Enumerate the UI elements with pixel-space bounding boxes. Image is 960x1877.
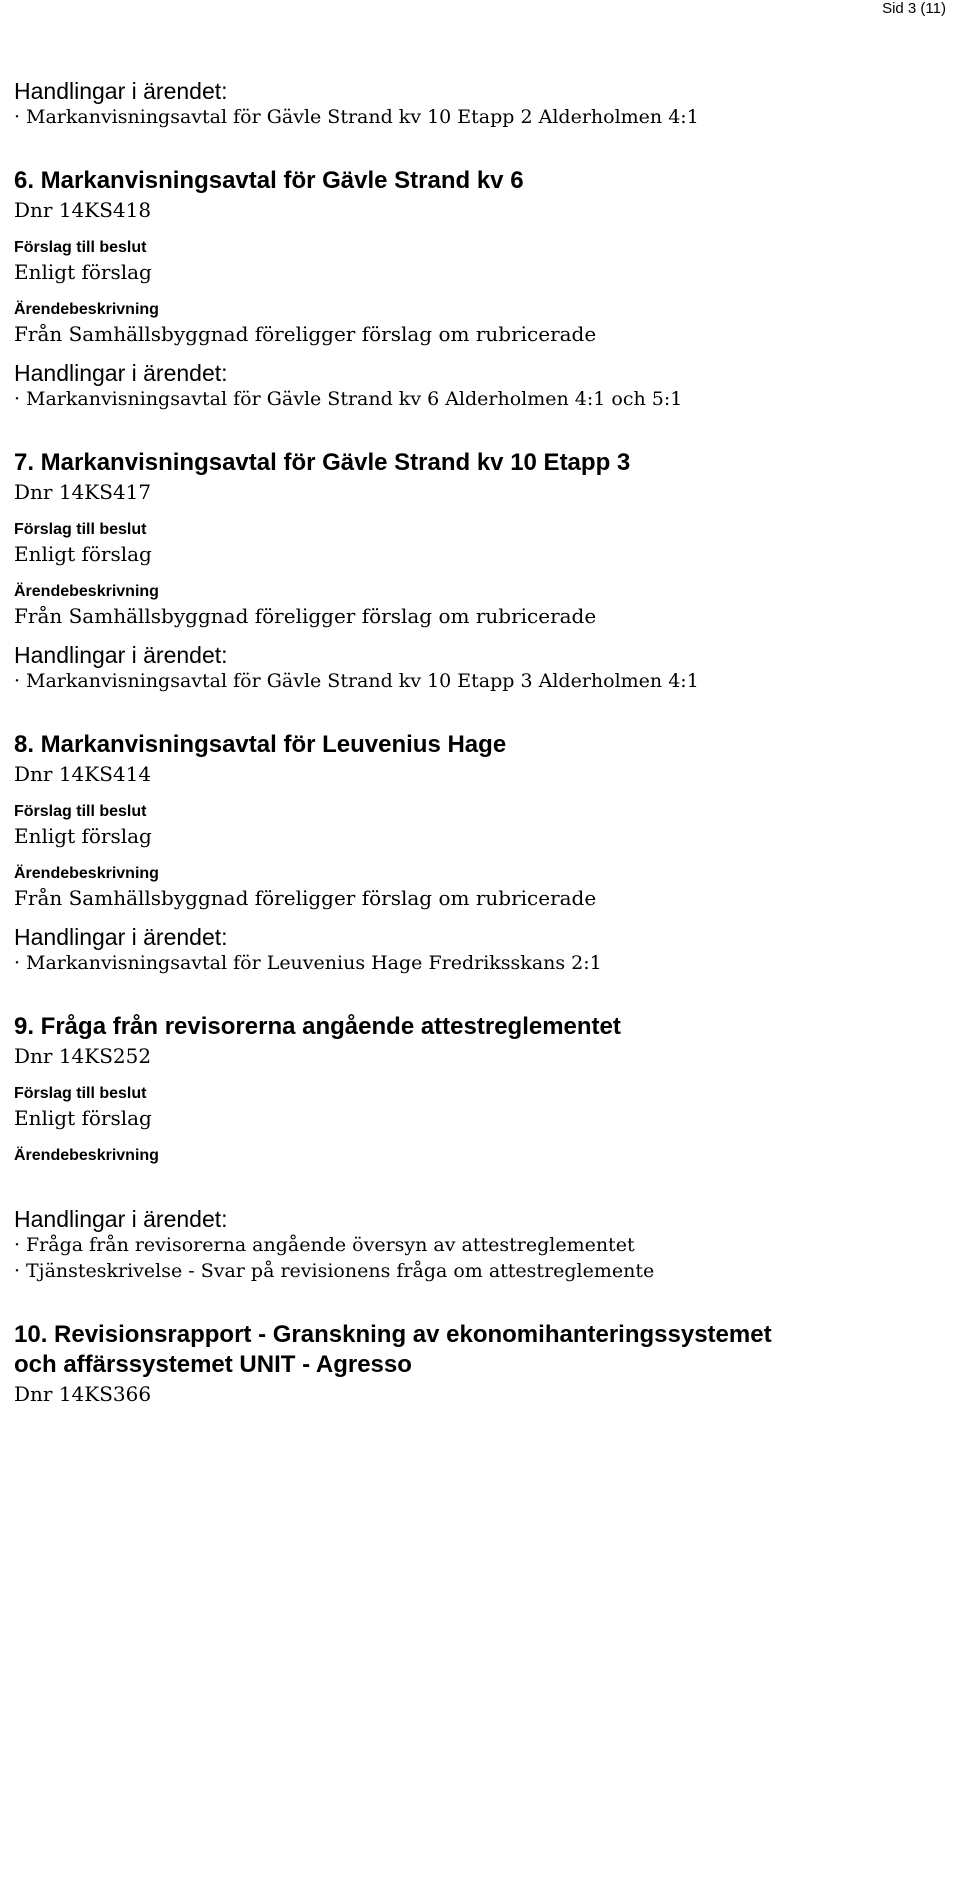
document-body — [14, 78, 944, 1408]
item-title: 9. Fråga från revisorerna angående attestreglementet — [14, 1013, 621, 1040]
beskrivning-text: Från Samhällsbyggnad föreligger förslag om rubricerade — [14, 322, 597, 346]
forslag-text: Enligt förslag — [14, 1106, 152, 1130]
beskrivning-text: Från Samhällsbyggnad föreligger förslag om rubricerade — [14, 886, 597, 910]
item-dnr: Dnr 14KS252 — [14, 1044, 152, 1068]
item-title: 6. Markanvisningsavtal för Gävle Strand kv 6 — [14, 167, 524, 194]
handlingar-heading: Handlingar i ärendet: — [14, 642, 228, 668]
document-list-item: · Fråga från revisorerna angående översyn av attestreglementet — [14, 1234, 635, 1256]
handlingar-heading: Handlingar i ärendet: — [14, 78, 228, 104]
agenda-item-7 — [14, 448, 944, 694]
beskrivning-label: Ärendebeskrivning — [14, 301, 159, 318]
document-list-item: · Markanvisningsavtal för Leuvenius Hage Fredriksskans 2:1 — [14, 952, 602, 974]
beskrivning-text: Från Samhällsbyggnad föreligger förslag om rubricerade — [14, 604, 597, 628]
handlingar-heading: Handlingar i ärendet: — [14, 360, 228, 386]
item-title: 8. Markanvisningsavtal för Leuvenius Hage — [14, 731, 507, 758]
document-list-item: · Markanvisningsavtal för Gävle Strand kv 10 Etapp 2 Alderholmen 4:1 — [14, 106, 699, 128]
handlingar-heading: Handlingar i ärendet: — [14, 1206, 228, 1232]
item-dnr: Dnr 14KS414 — [14, 762, 152, 786]
forslag-label: Förslag till beslut — [14, 239, 147, 256]
handlingar-heading: Handlingar i ärendet: — [14, 924, 228, 950]
item-title-line-2: och affärssystemet UNIT - Agresso — [14, 1351, 412, 1378]
agenda-item-10 — [14, 1320, 944, 1408]
beskrivning-label: Ärendebeskrivning — [14, 865, 159, 882]
item-dnr: Dnr 14KS418 — [14, 198, 152, 222]
agenda-item-9 — [14, 1012, 944, 1284]
item-dnr: Dnr 14KS417 — [14, 480, 152, 504]
beskrivning-label: Ärendebeskrivning — [14, 1147, 159, 1164]
item-dnr: Dnr 14KS366 — [14, 1382, 152, 1406]
forslag-text: Enligt förslag — [14, 824, 152, 848]
document-list-item: · Markanvisningsavtal för Gävle Strand kv 10 Etapp 3 Alderholmen 4:1 — [14, 670, 699, 692]
agenda-item-8 — [14, 730, 944, 976]
beskrivning-text — [14, 1166, 944, 1194]
forslag-label: Förslag till beslut — [14, 1085, 147, 1102]
prelude-section — [14, 78, 944, 130]
page-number: Sid 3 (11) — [882, 0, 946, 17]
forslag-text: Enligt förslag — [14, 542, 152, 566]
forslag-label: Förslag till beslut — [14, 803, 147, 820]
agenda-item-6 — [14, 166, 944, 412]
document-list-item: · Tjänsteskrivelse - Svar på revisionens fråga om attestreglemente — [14, 1260, 655, 1282]
forslag-text: Enligt förslag — [14, 260, 152, 284]
item-title-line-1: 10. Revisionsrapport - Granskning av ekonomihanteringssystemet — [14, 1321, 772, 1348]
forslag-label: Förslag till beslut — [14, 521, 147, 538]
beskrivning-label: Ärendebeskrivning — [14, 583, 159, 600]
document-list-item: · Markanvisningsavtal för Gävle Strand kv 6 Alderholmen 4:1 och 5:1 — [14, 388, 683, 410]
item-title: 7. Markanvisningsavtal för Gävle Strand kv 10 Etapp 3 — [14, 449, 631, 476]
